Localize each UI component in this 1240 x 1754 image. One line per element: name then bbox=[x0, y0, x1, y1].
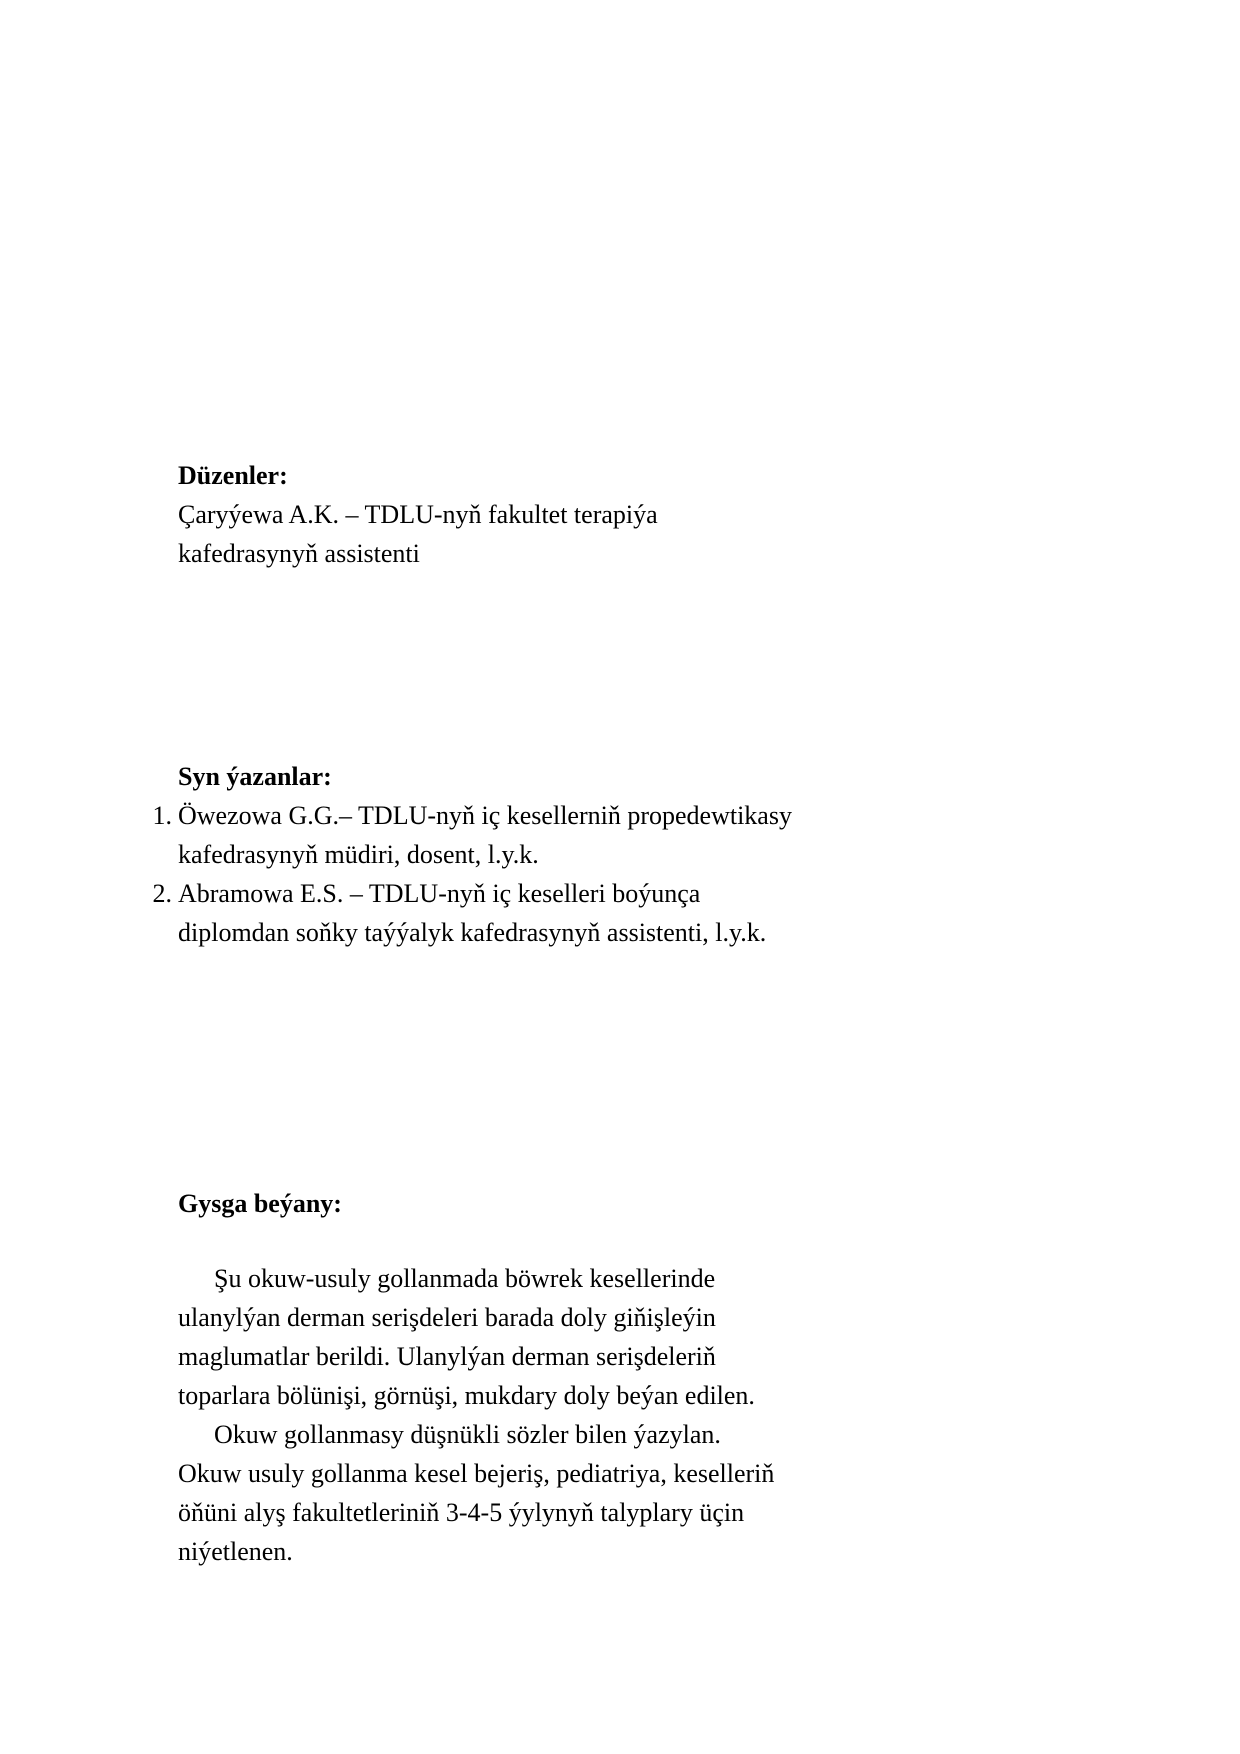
reviewers-section bbox=[152, 757, 978, 952]
summary-line: maglumatlar berildi. Ulanylýan derman serişdeleriň bbox=[178, 1342, 716, 1371]
reviewer-line: kafedrasynyň müdiri, dosent, l.y.k. bbox=[178, 840, 539, 869]
reviewer-line: Öwezowa G.G.– TDLU-nyň iç kesellerniň propedewtikasy bbox=[178, 801, 792, 830]
compiler-heading: Düzenler: bbox=[178, 461, 288, 490]
reviewer-item bbox=[152, 874, 978, 952]
summary-line: öňüni alyş fakultetleriniň 3-4-5 ýylynyň talyplary üçin bbox=[178, 1498, 745, 1527]
reviewer-line: diplomdan soňky taýýalyk kafedrasynyň assistenti, l.y.k. bbox=[178, 918, 767, 947]
reviewer-number: 2. bbox=[152, 879, 172, 908]
summary-line: Okuw gollanmasy düşnükli sözler bilen ýazylan. bbox=[214, 1420, 721, 1449]
summary-line: Okuw usuly gollanma kesel bejeriş, pediatriya, keselleriň bbox=[178, 1459, 775, 1488]
reviewer-list bbox=[152, 796, 978, 952]
reviewer-item bbox=[152, 796, 978, 874]
summary-line: Şu okuw-usuly gollanmada böwrek kesellerinde bbox=[214, 1264, 716, 1293]
compiler-section bbox=[178, 456, 978, 573]
compiler-line: Çaryýewa A.K. – TDLU-nyň fakultet terapiýa bbox=[178, 500, 658, 529]
reviewer-line: Abramowa E.S. – TDLU-nyň iç keselleri boýunça bbox=[178, 879, 701, 908]
reviewer-number: 1. bbox=[152, 801, 172, 830]
compiler-line: kafedrasynyň assistenti bbox=[178, 539, 420, 568]
summary-line: ulanylýan derman serişdeleri barada doly giňişleýin bbox=[178, 1303, 716, 1332]
summary-line: toparlara bölünişi, görnüşi, mukdary doly beýan edilen. bbox=[178, 1381, 755, 1410]
summary-section bbox=[178, 1184, 978, 1571]
summary-heading: Gysga beýany: bbox=[178, 1189, 342, 1218]
summary-line: niýetlenen. bbox=[178, 1537, 293, 1566]
reviewers-heading: Syn ýazanlar: bbox=[178, 762, 332, 791]
